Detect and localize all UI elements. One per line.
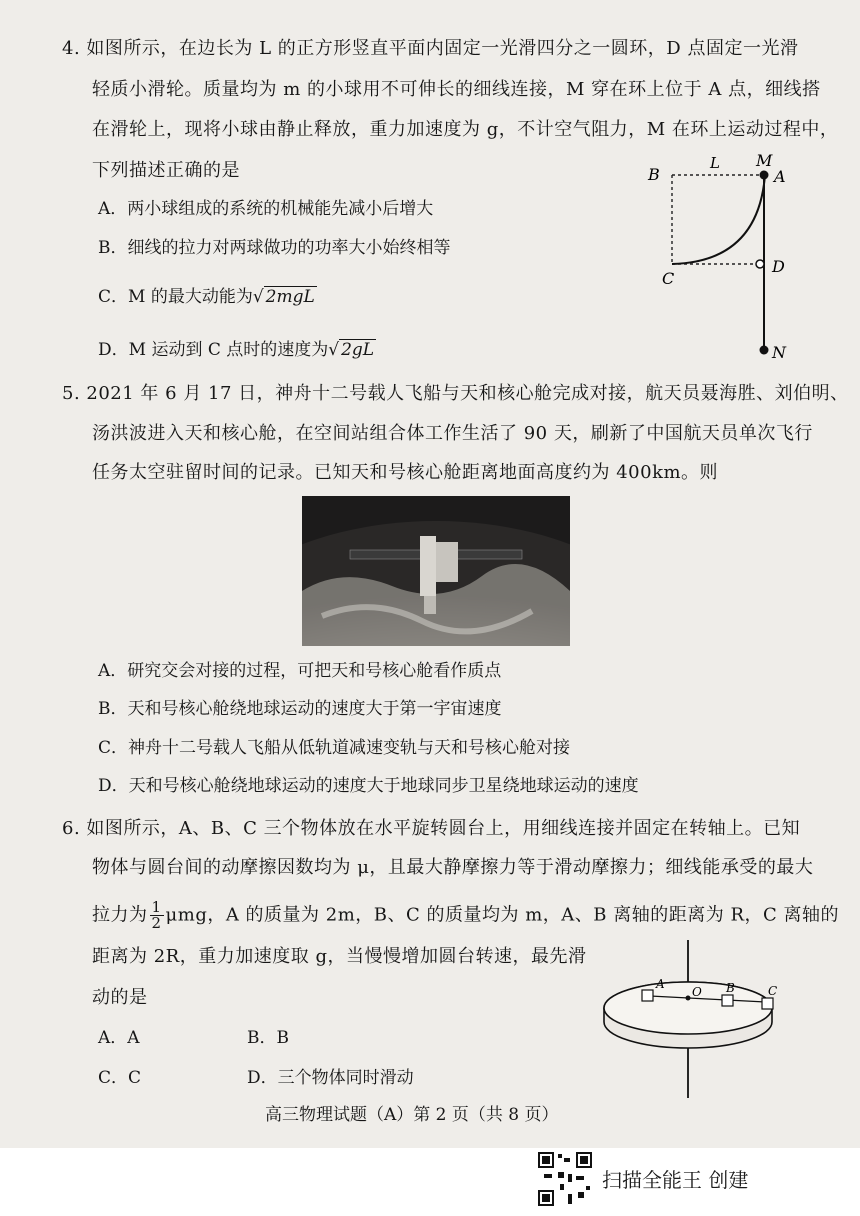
q4-option-d: [98, 338, 376, 362]
label-a: A: [774, 167, 786, 186]
q5-line-3: 任务太空驻留时间的记录。已知天和号核心舱距离地面高度约为 400km。则: [92, 462, 719, 483]
q6-line-1: 6. 如图所示，A、B、C 三个物体放在水平旋转圆台上，用细线连接并固定在转轴上。已知: [62, 818, 801, 839]
scanner-watermark: 扫描全能王 创建: [602, 1168, 749, 1192]
q4-line-3: 在滑轮上，现将小球由静止释放，重力加速度为 g，不计空气阻力，M 在环上运动过程中，: [92, 119, 839, 140]
label-c: C: [768, 984, 778, 998]
q6-option-c: C．C: [98, 1068, 142, 1088]
label-o: O: [692, 985, 702, 999]
fraction: [150, 900, 164, 931]
label-b: B: [726, 981, 735, 995]
space-station-photo: [302, 496, 570, 646]
label-n: N: [772, 343, 786, 362]
label-a: A: [656, 977, 665, 991]
q4-option-c: [98, 285, 317, 309]
q4-option-c-text: C．M 的最大动能为: [98, 287, 253, 307]
q6-line-4: 距离为 2R，重力加速度取 g，当慢慢增加圆台转速，最先滑: [92, 946, 587, 967]
q4-option-c-radicand: 2mgL: [265, 287, 315, 307]
q4-option-d-text: D．M 运动到 C 点时的速度为: [98, 340, 329, 360]
q6-line-3: [92, 900, 839, 931]
sqrt-symbol: √ 2gL: [328, 340, 375, 360]
q4-option-b: B．细线的拉力对两球做功的功率大小始终相等: [98, 238, 451, 258]
q5-option-d: D．天和号核心舱绕地球运动的速度大于地球同步卫星绕地球运动的速度: [98, 776, 639, 796]
q6-option-b: B．B: [247, 1028, 289, 1048]
q5-line-1: 5. 2021 年 6 月 17 日，神舟十二号载人飞船与天和核心舱完成对接，航天员聂海胜、刘伯明、: [62, 383, 849, 404]
label-d: D: [772, 257, 785, 276]
q4-quarter-circle-figure: [640, 150, 800, 365]
q6-option-d: D．三个物体同时滑动: [247, 1068, 414, 1088]
sqrt-symbol: √ 2mgL: [252, 287, 315, 307]
q6-turntable-figure: [596, 940, 786, 1100]
q6-line-5: 动的是: [92, 987, 148, 1008]
q6-line-2: 物体与圆台间的动摩擦因数均为 μ，且最大静摩擦力等于滑动摩擦力；细线能承受的最大: [92, 857, 814, 878]
q5-option-b: B．天和号核心舱绕地球运动的速度大于第一宇宙速度: [98, 699, 502, 719]
label-m: M: [756, 151, 773, 170]
page-footer: 高三物理试题（A）第 2 页（共 8 页）: [265, 1105, 559, 1125]
q4-line-2: 轻质小滑轮。质量均为 m 的小球用不可伸长的细线连接，M 穿在环上位于 A 点，细线搭: [92, 79, 821, 100]
label-l: L: [710, 154, 720, 172]
fraction-numerator: 1: [151, 898, 162, 916]
q4-option-d-radicand: 2gL: [341, 340, 375, 360]
q4-option-a: A．两小球组成的系统的机械能先减小后增大: [98, 199, 434, 219]
q5-option-a: A．研究交会对接的过程，可把天和号核心舱看作质点: [98, 661, 502, 681]
q5-line-2: 汤洪波进入天和核心舱，在空间站组合体工作生活了 90 天，刷新了中国航天员单次飞行: [92, 423, 813, 444]
fraction-denominator: 2: [151, 914, 162, 932]
label-c: C: [662, 269, 675, 288]
q4-line-1: 4. 如图所示，在边长为 L 的正方形竖直平面内固定一光滑四分之一圆环，D 点固定一光滑: [62, 38, 799, 59]
q6-line-3-suffix: μmg，A 的质量为 2m，B、C 的质量均为 m，A、B 离轴的距离为 R，C 离轴的: [165, 904, 840, 926]
q6-option-a: A．A: [98, 1028, 140, 1048]
label-b: B: [648, 165, 660, 184]
qr-code-icon: [538, 1152, 592, 1206]
q6-line-3-prefix: 拉力为: [92, 904, 148, 926]
q4-line-4: 下列描述正确的是: [92, 160, 240, 181]
q5-option-c: C．神舟十二号载人飞船从低轨道减速变轨与天和号核心舱对接: [98, 738, 571, 758]
